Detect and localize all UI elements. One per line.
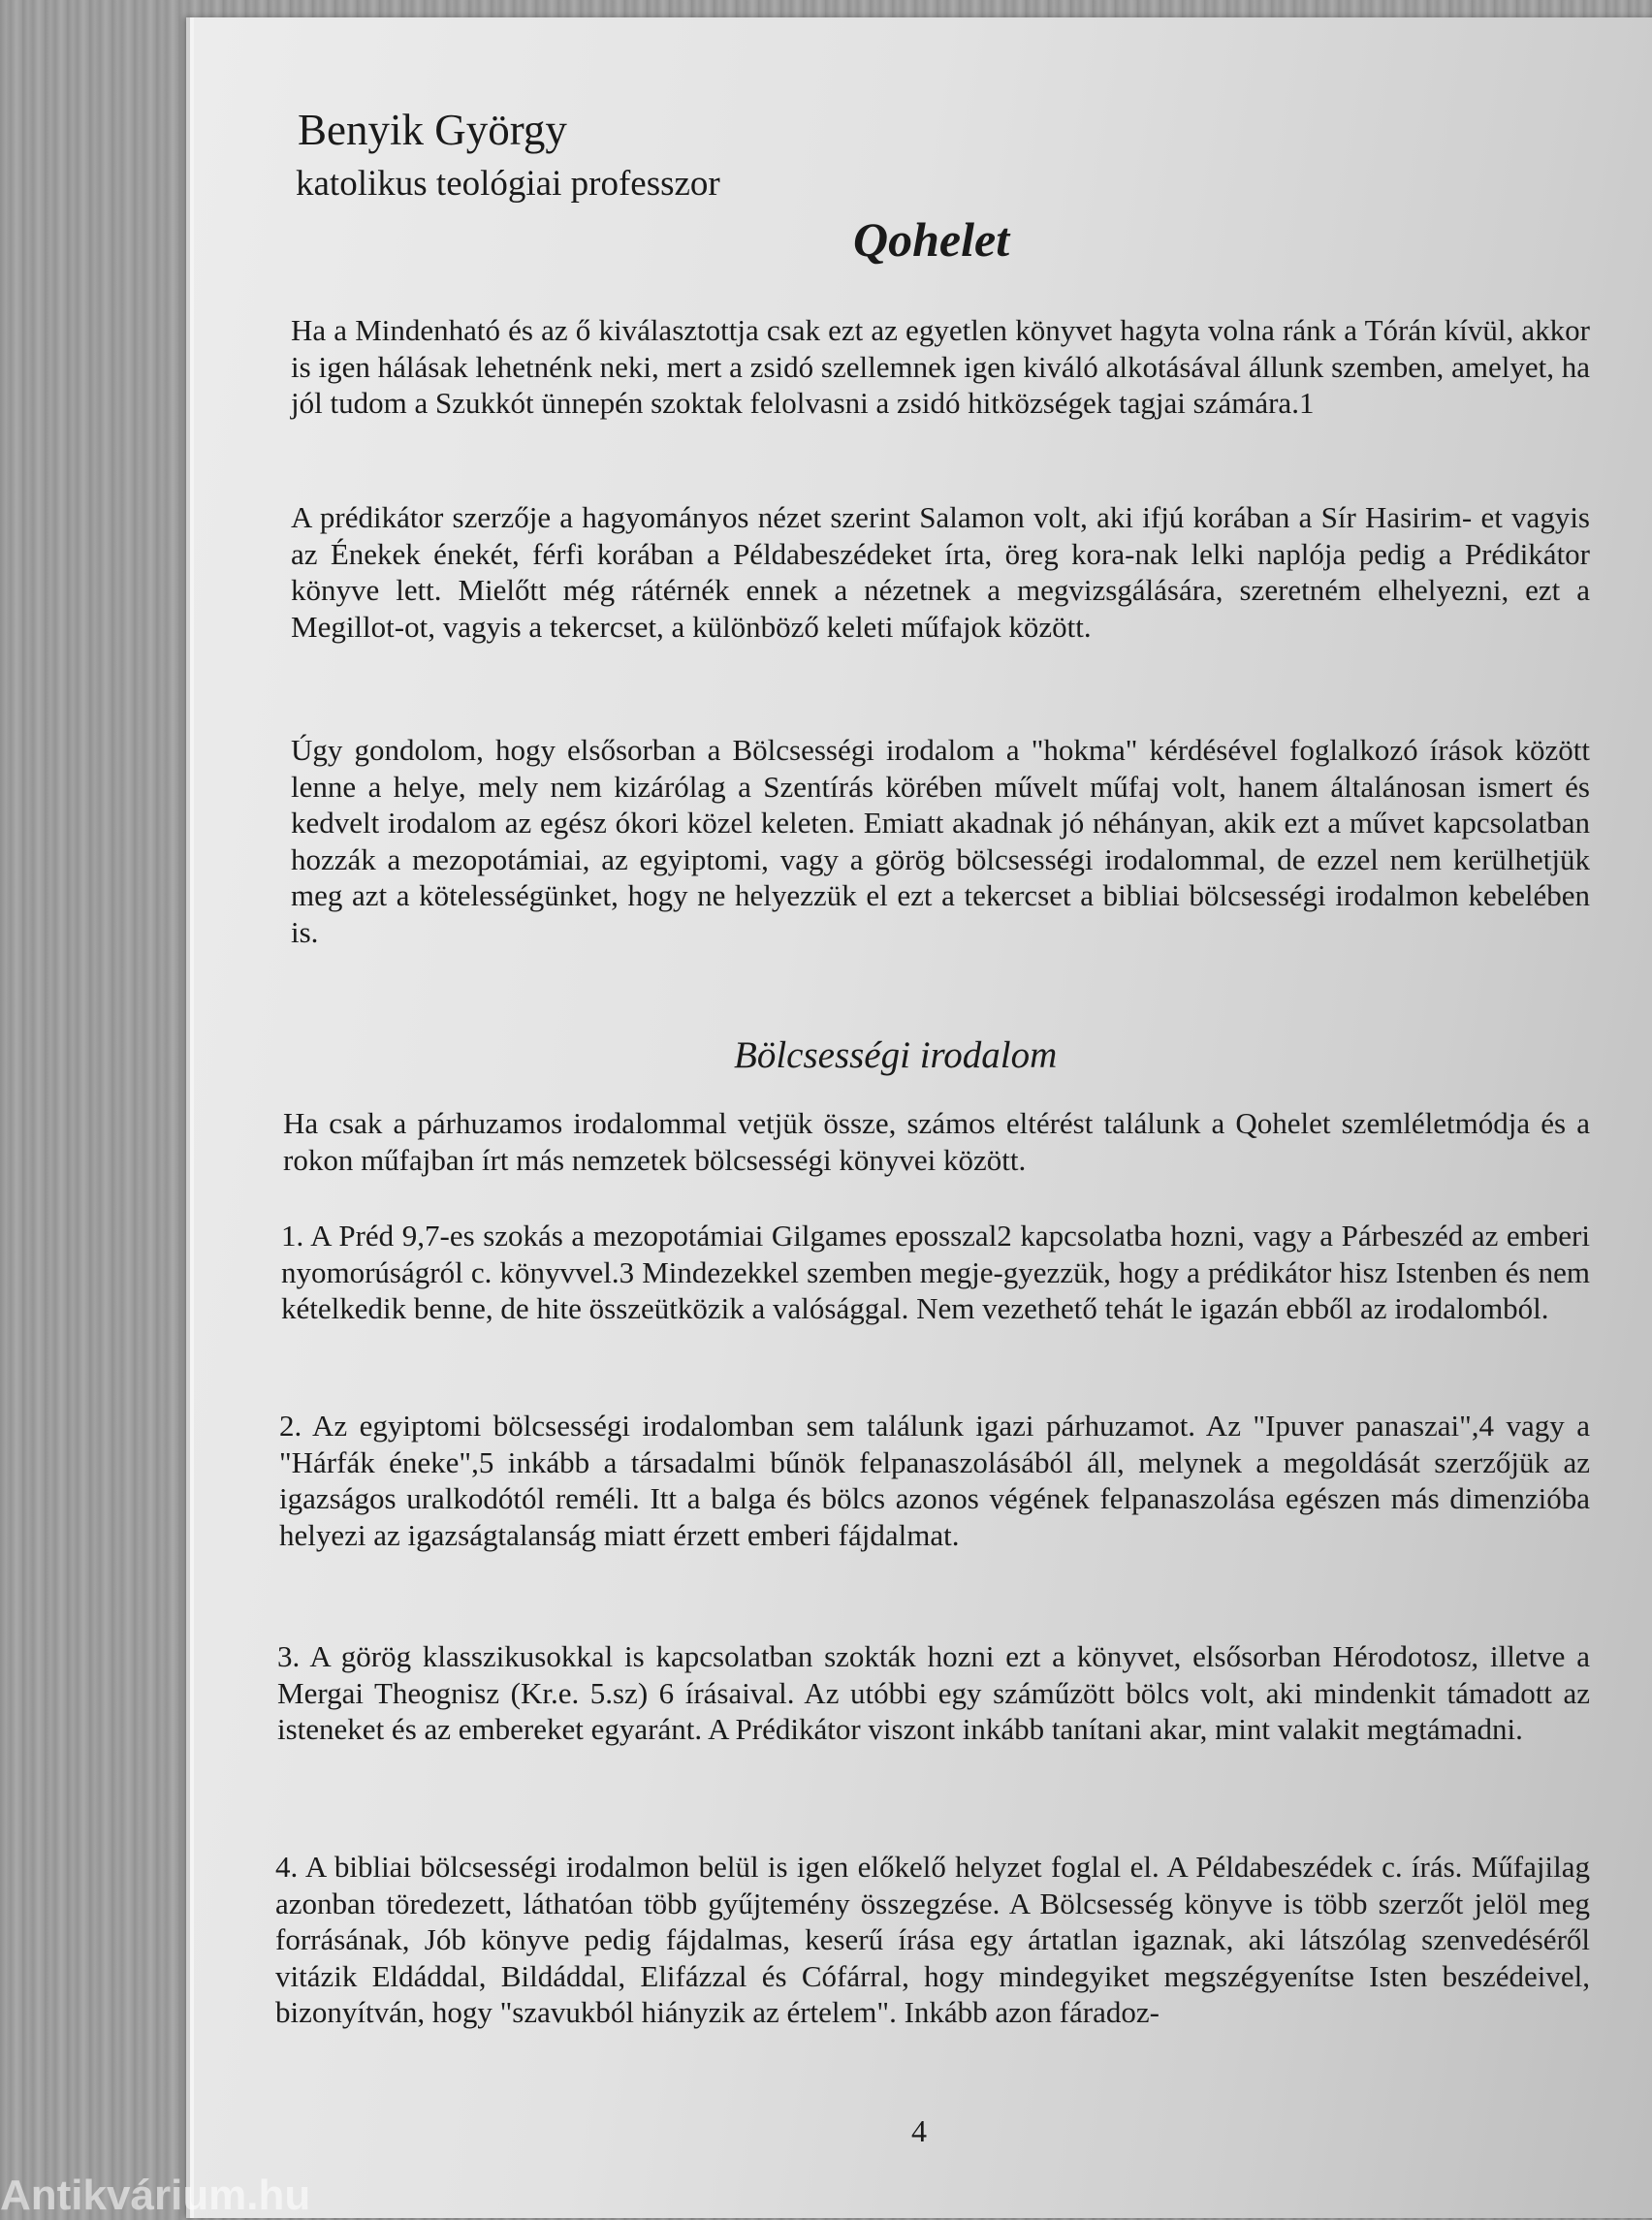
list-item: 4. A bibliai bölcsességi irodalmon belül is igen előkelő helyzet foglal el. A Példabeszédek c. írás. Műfajilag azonban töredezett, láthatóan több gyűjtemény összegzése. A Bölcsesség könyve is több szerzőt jelöl meg forrásának, Jób könyve pedig fájdalmas, keserű írása egy ártatlan igaznak, aki látszólag szenvedéséről vitázik Eldáddal, Bildáddal, Elifázzal és Cófárral, hogy mindegyiket megszégyenítse Isten beszédeivel, bizonyítván, hogy "szavukból hiányzik az értelem". Inkább azon fáradoz- [275,1850,1590,2029]
list-item: 2. Az egyiptomi bölcsességi irodalomban sem találunk igazi párhuzamot. Az "Ipuver panaszai",4 vagy a "Hárfák éneke",5 inkább a társadalmi bűnök felpanaszolásából áll, melynek a megoldását szerzőjük az igazságos uralkodótól reméli. Itt a balga és bölcs azonos végének felpanaszolása egészen más dimenzióba helyezi az igazságtalanság miatt érzett emberi fájdalmat. [279,1409,1590,1552]
paragraph: Úgy gondolom, hogy elsősorban a Bölcsességi irodalom a "hokma" kérdésével foglalkozó írások között lenne a helye, mely nem kizárólag a Szentírás körében művelt műfaj volt, hanem általánosan ismert és kedvelt irodalom az egész ókori közel keleten. Emiatt akadnak jó néhányan, akik ezt a művet kapcsolatban hozzák a mezopotámiai, az egyiptomi, vagy a görög bölcsességi irodalommal, de ezzel nem kerülhetjük meg azt a kötelességünket, hogy ne helyezzük el ezt a tekercset a bibliai bölcsességi irodalmon kebelében is. [291,733,1590,949]
section-heading: Bölcsességi irodalom [734,1034,1058,1076]
article-title: Qohelet [853,212,1010,267]
list-item: 3. A görög klasszikusokkal is kapcsolatban szokták hozni ezt a könyvet, elsősorban Hérodotosz, illetve a Mergai Theognisz (Kr.e. 5.sz) 6 írásaival. Az utóbbi egy száműzött bölcs volt, aki mindenkit támadott az isteneket és az embereket egyaránt. A Prédikátor viszont inkább tanítani akar, mint valakit megtámadni. [277,1639,1590,1746]
list-item: 1. A Préd 9,7-es szokás a mezopotámiai Gilgames eposszal2 kapcsolatba hozni, vagy a Párbeszéd az emberi nyomorúságról c. könyvvel.3 Mindezekkel szemben megje-gyezzük, hogy a prédikátor hisz Istenben és nem kételkedik benne, de hite összeütközik a valósággal. Nem vezethető tehát le igazán ebből az irodalomból. [281,1219,1590,1325]
paragraph: A prédikátor szerzője a hagyományos nézet szerint Salamon volt, aki ifjú korában a Sír Hasirim- et vagyis az Énekek énekét, férfi korában a Példabeszédeket írta, öreg kora-nak lelki naplója pedig a Prédikátor könyve lett. Mielőtt még rátérnék ennek a nézetnek a megvizsgálására, szeretném elhelyezni, ezt a Megillot-ot, vagyis a tekercset, a különböző keleti műfajok között. [291,500,1590,644]
paragraph: Ha a Mindenható és az ő kiválasztottja csak ezt az egyetlen könyvet hagyta volna ránk a Tórán kívül, akkor is igen hálásak lehetnénk neki, mert a zsidó szellemnek igen kiváló alkotásával állunk szemben, amelyet, ha jól tudom a Szukkót ünnepén szoktak felolvasni a zsidó hitközségek tagjai számára.1 [291,313,1590,420]
page-number: 4 [911,2113,927,2148]
author-name: Benyik György [298,106,567,154]
section-intro: Ha csak a párhuzamos irodalommal vetjük össze, számos eltérést találunk a Qohelet szemléletmódja és a rokon műfajban írt más nemzetek bölcsességi könyvei között. [283,1106,1590,1177]
author-role: katolikus teológiai professzor [296,164,720,204]
watermark: Antikvárium.hu [0,2172,311,2219]
